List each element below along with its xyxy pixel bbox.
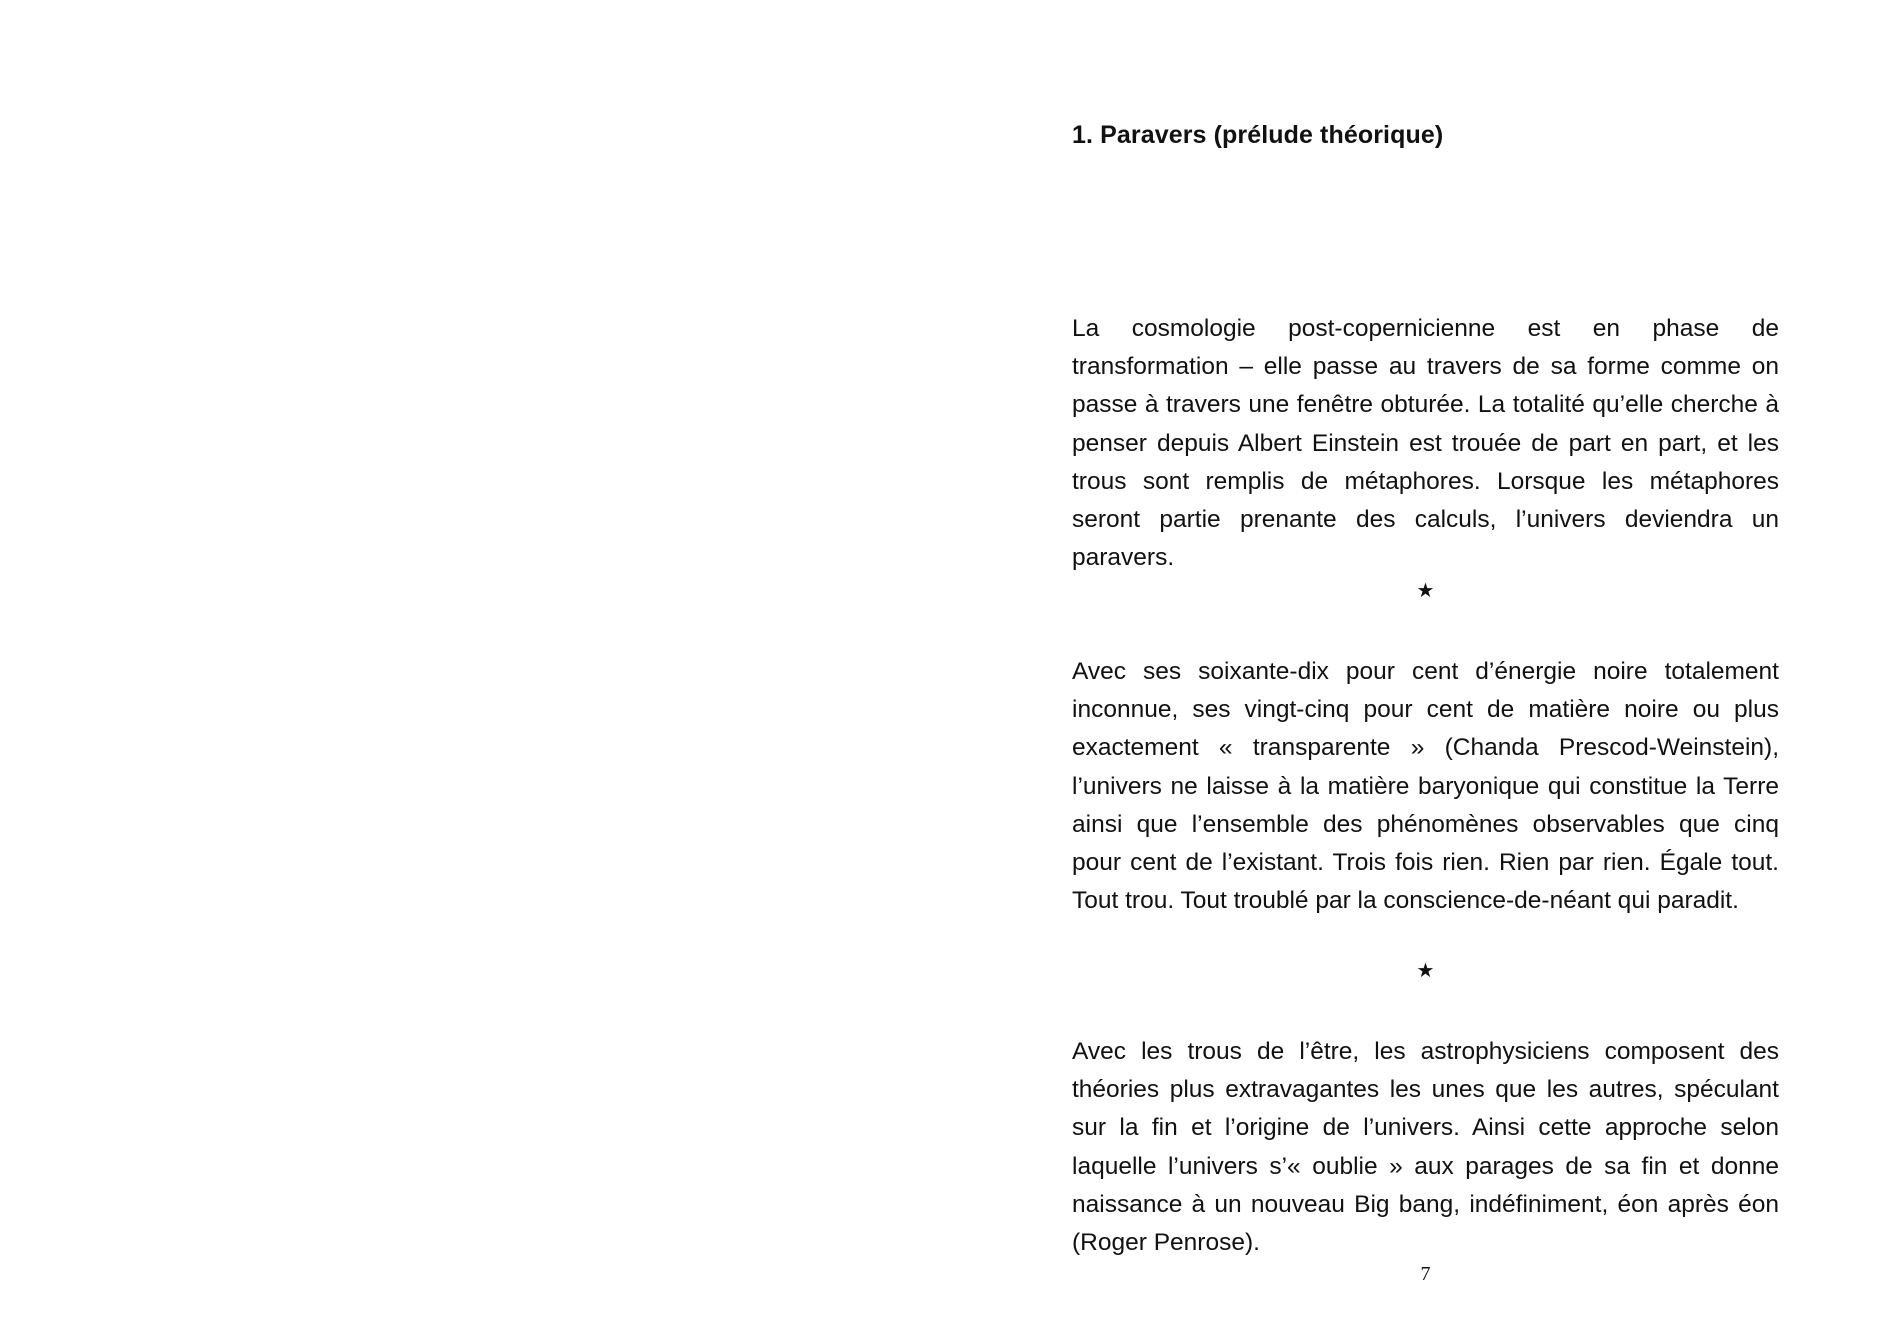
chapter-title: 1. Paravers (prélude théorique)	[1072, 121, 1444, 149]
paragraph-2: Avec ses soixante-dix pour cent d’énergie noire totalement inconnue, ses vingt-cinq pour cent de matière noire ou plus exactement « transparente » (Chanda Prescod-Weinstein), l’univers ne laisse à la matière baryonique qui constitue la Terre ainsi que l’ensemble des phénomènes observables que cinq pour cent de l’existant. Trois fois rien. Rien par rien. Égale tout. Tout trou. Tout troublé par la conscience-de-néant qui paradit.	[1072, 658, 1779, 915]
paragraph-3: Avec les trous de l’être, les astrophysiciens composent des théories plus extravagantes les unes que les autres, spéculant sur la fin et l’origine de l’univers. Ainsi cette approche selon laquelle l’univers s’« oublie » aux parages de sa fin et donne naissance à un nouveau Big bang, indéfiniment, éon après éon (Roger Penrose).	[1072, 1038, 1779, 1257]
page-number: 7	[1420, 1263, 1431, 1285]
star-separator-2: ★	[1416, 960, 1435, 982]
right-page	[945, 0, 1890, 1339]
paragraph-1: La cosmologie post-copernicienne est en phase de transformation – elle passe au travers de sa forme comme on passe à travers une fenêtre obturée. La totalité qu’elle cherche à penser depuis Albert Einstein est trouée de part en part, et les trous sont remplis de métaphores. Lorsque les métaphores seront partie prenante des calculs, l’univers deviendra un paravers.	[1072, 315, 1779, 572]
star-separator-1: ★	[1416, 580, 1435, 602]
